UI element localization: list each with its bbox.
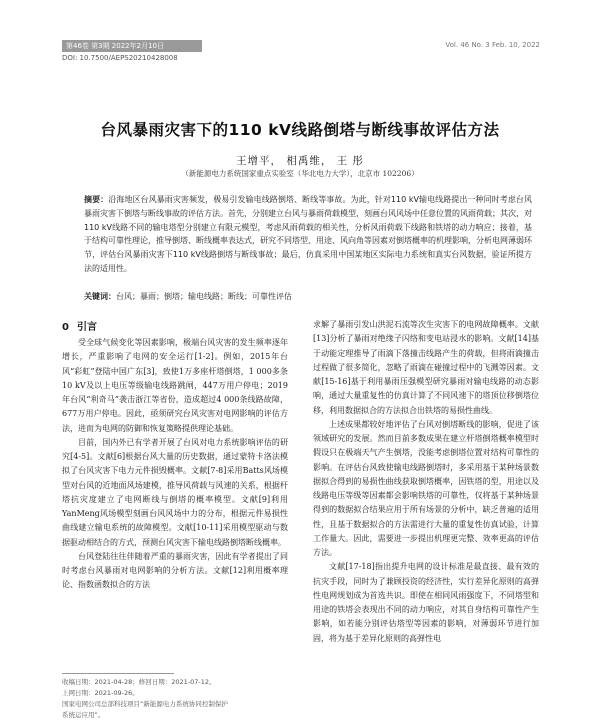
keywords-text: 台风；暴雨；倒塔；输电线路；断线；可靠性评估 — [116, 292, 292, 301]
doi: DOI: 10.7500/AEPS20210428008 — [62, 54, 178, 62]
affiliation: （新能源电力系统国家重点实验室（华北电力大学），北京市 102206） — [181, 169, 419, 178]
footnote-fund-cont: 系统运应用”。 — [62, 711, 105, 719]
paragraph: 求解了暴雨引发山洪泥石流等次生灾害下的电网故障概率。文献[13]分析了暴雨对绝缘子闪络和变电站浸水的影响。文献[14]基于动能定理推导了雨滴下落撞击线路产生的荷载，但将雨滴撞击过程做了很多简化，忽略了雨滴在碰撞过程中的飞溅等因素。文献[15-16]基于利用暴雨压强模型研究暴雨对输电线路的动态影响，通过大量重复性的仿真计算了不同风速下的塔顶位移倒塔位移，利用数据拟合的方法拟合出铁塔的易损性曲线。 — [313, 320, 539, 415]
left-column — [62, 336, 288, 593]
journal-volume-info: Vol. 46 No. 3 Feb. 10, 2022 — [445, 41, 540, 49]
section-heading — [62, 318, 105, 333]
paragraph: 台风登陆往往伴随着严重的暴雨灾害，因此有学者提出了同时考虑台风暴雨对电网影响的分析方法。文献[12]利用概率理论、指数函数拟合的方法 — [62, 551, 288, 590]
issue-badge: 第46卷 第3期 2022年2月10日 — [62, 40, 202, 52]
footnote-received: 收稿日期：2021-04-28；修回日期：2021-07-12。 — [62, 678, 216, 686]
abstract — [84, 193, 532, 276]
page-header — [62, 40, 540, 52]
keywords-label: 关键词： — [84, 292, 116, 301]
paragraph: 受全球气候变化等因素影响，极端台风灾害的发生频率逐年增长，严重影响了电网的安全运行[1-2]。例如，2015年台风“彩虹”登陆中国广东[3]，致使1万多座杆塔倒塔，1 000多条10 kV及以上电压等级输电线路跳闸，447万用户停电；2019年台风“利奇马”袭击浙江等省份，造成超过4 000条线路故障，677万用户停电。因此，亟须研究台风灾害对电网影响的评估方法，进而为电网的防御和恢复策略提供理论基础。 — [62, 338, 288, 433]
footnote-divider — [62, 673, 174, 674]
footnotes — [62, 677, 288, 721]
footnote-online: 上网日期：2021-09-26。 — [62, 689, 139, 697]
paper-title: 台风暴雨灾害下的110 kV线路倒塔与断线事故评估方法 — [100, 121, 500, 139]
paragraph: 文献[17-18]指出提升电网的设计标准是最直接、最有效的抗灾手段，同时为了兼顾投资的经济性，实行差异化原则的高弹性电网规划成为首选共识。即使在相同风雨强度下，不同塔型和用途的铁塔会表现出不同的动力响应，对其自身结构可靠性产生影响，如若能分别评估塔型等因素的影响，对薄弱环节进行加固，将为基于差异化原则的高弹性电 — [313, 562, 539, 643]
right-column — [313, 318, 539, 646]
abstract-text: 沿海地区台风暴雨灾害频发，极易引发输电线路倒塔、断线等事故。为此，针对110 kV输电线路提出一种同时考虑台风暴雨灾害下倒塔与断线事故的评估方法。首先，分别建立台风与暴雨荷载模型，刻画台风风场中任意位置的风雨荷载；其次，对110 kV线路不同的输电塔型分别建立有限元模型，考虑风雨荷载的相关性，分析风雨荷载下线路和铁塔的动力响应；接着，基于结构可靠性理论，推导倒塔、断线概率表达式，研究不同塔型、用途、风向角等因素对倒塔概率的机理影响，分析电网薄弱环节，评估台风暴雨灾害下110 kV线路倒塔与断线事故；最后，仿真采用中国某地区实际电力系统和真实台风数据，验证所提方法的适用性。 — [84, 195, 532, 273]
section-title: 引言 — [76, 322, 97, 333]
abstract-label: 摘要： — [84, 195, 109, 204]
footnote-fund: 国家电网公司总部科技项目“新能源电力系统协同控制保护 — [62, 700, 228, 708]
keywords — [84, 291, 532, 302]
section-number: 0 — [62, 322, 69, 333]
paragraph: 上述成果都较好地评估了台风对倒塔断线的影响，促进了该领域研究的发展。然而目前多数成果在建立杆塔倒塔概率模型时假设只在极端天气产生倒塔，没能考虑倒塔位置对结构可靠性的影响。在评估台风致使输电线路倒塔时，多采用基于某种场景数据拟合得到的易损性曲线获取倒塔概率，因铁塔的型，用途以及线路电压等级等因素都会影响铁塔的可靠性，仅将基于某种场景得到的数据拟合结果应用于所有场景的分析中，缺乏普遍的适用性，且基于数据拟合的方法需进行大量的重复性仿真试验，计算工作量大。因此，需要进一步提出机理更完整、效率更高的评估方法。 — [313, 419, 539, 557]
authors: 王增平， 相禹维， 王 彤 — [235, 155, 364, 167]
paragraph: 目前，国内外已有学者开展了台风对电力系统影响评估的研究[4-5]。文献[6]根据台风大量的历史数据，通过蒙特卡洛法模拟了台风灾害下电力元件损毁概率。文献[7-8]采用Batts风场模型对台风的近地面风场建模，推导风荷载与风速的关系，根据杆塔抗灾度建立了电网断线与倒塔的概率模型。文献[9]利用YanMeng风场模型刻画台风风场中力的分布，根据元件易损性曲线建立输电系统的故障模型。文献[10-11]采用模型驱动与数据驱动相结合的方式，预测台风灾害下输电线路倒塔断线概率。 — [62, 437, 288, 547]
